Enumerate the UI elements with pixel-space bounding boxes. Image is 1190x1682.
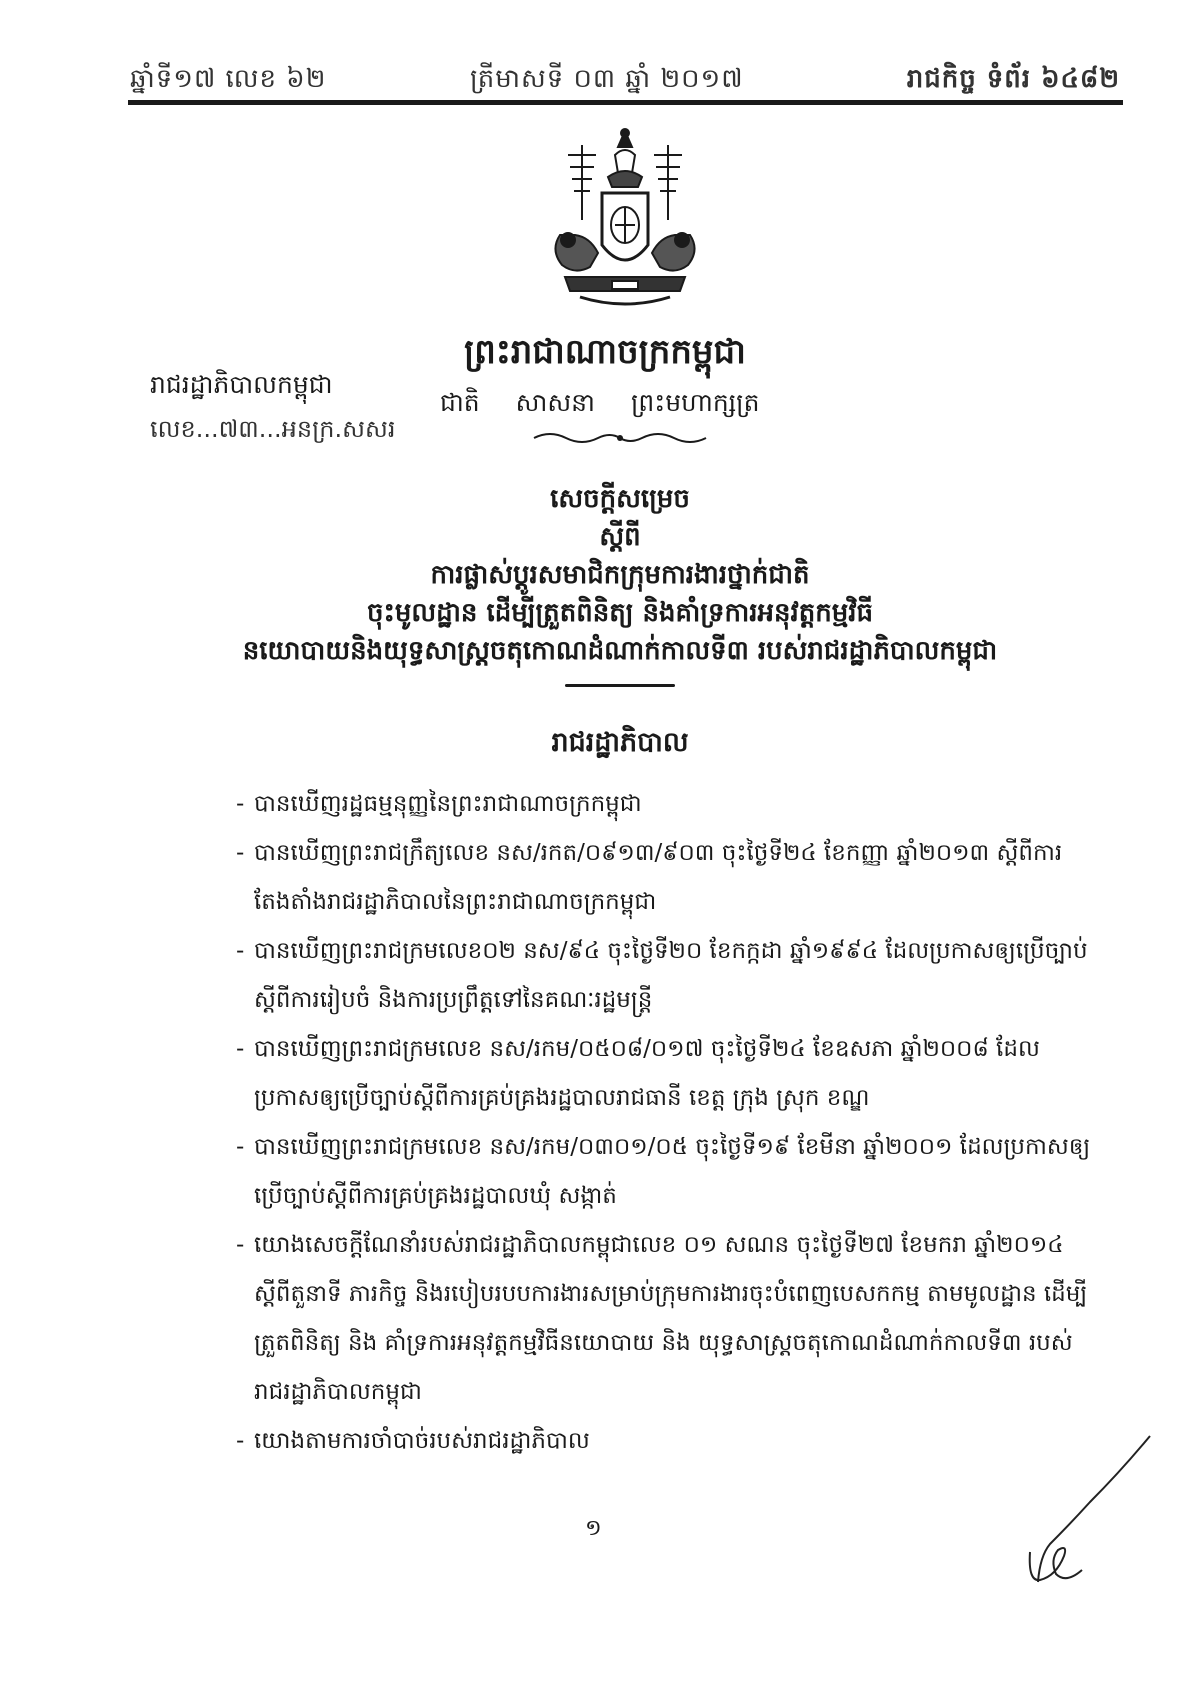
legal-references-list <box>240 780 1095 1466</box>
title-line: ចុះមូលដ្ឋាន ដើម្បីត្រួតពិនិត្យ និងគាំទ្រការអនុវត្តកម្មវិធី <box>366 598 874 628</box>
header-rule <box>128 100 1123 105</box>
title-line: ស្តីពី <box>599 522 641 552</box>
reference-item: - បានឃើញព្រះរាជក្រមលេខ០២ នស/៩៤ ចុះថ្ងៃទី២០ ខែកក្កដា ឆ្នាំ១៩៩៤ ដែលប្រកាសឲ្យប្រើច្បាប់ស្តីពីការរៀបចំ និងការប្រព្រឹត្តទៅនៃគណៈរដ្ឋមន្ត្រី <box>240 927 1095 1025</box>
royal-coat-of-arms-emblem <box>520 125 730 320</box>
title-line: ការផ្លាស់ប្តូរសមាជិកក្រុមការងារថ្នាក់ជាតិ <box>430 560 810 590</box>
reference-item: - យោងសេចក្តីណែនាំរបស់រាជរដ្ឋាភិបាលកម្ពុជាលេខ ០១ សណន ចុះថ្ងៃទី២៧ ខែមករា ឆ្នាំ២០១៤ ស្តីពីតួនាទី ភារកិច្ច និងរបៀបរបបការងារសម្រាប់ក្រុមការងារចុះបំពេញបេសកកម្ម តាមមូលដ្ឋាន ដើម្បីត្រួតពិនិត្យ និង គាំទ្រការអនុវត្តកម្មវិធីនយោបាយ និង យុទ្ធសាស្រ្តចតុកោណដំណាក់កាលទី៣ របស់រាជរដ្ឋាភិបាលកម្ពុជា <box>240 1221 1095 1417</box>
gazette-page-number: រាជកិច្ច ទំព័រ ៦៤៨២ <box>906 64 1120 94</box>
kingdom-name: ព្រះរាជាណាចក្រកម្ពុជា <box>464 332 746 372</box>
title-line: នយោបាយនិងយុទ្ធសាស្រ្តចតុកោណដំណាក់កាលទី៣ របស់រាជរដ្ឋាភិបាលកម្ពុជា <box>242 636 998 666</box>
government-heading: រាជរដ្ឋាភិបាល <box>551 727 689 758</box>
quarter-info: ត្រីមាសទី ០៣ ឆ្នាំ ២០១៧ <box>470 64 744 94</box>
reference-item: - បានឃើញព្រះរាជក្រឹត្យលេខ នស/រកត/០៩១៣/៩០៣ ចុះថ្ងៃទី២៤ ខែកញ្ញា ឆ្នាំ២០១៣ ស្តីពីការតែងតាំងរាជរដ្ឋាភិបាលនៃព្រះរាជាណាចក្រកម្ពុជា <box>240 829 1095 927</box>
title-divider <box>565 684 675 687</box>
reference-item: - បានឃើញព្រះរាជក្រមលេខ នស/រកម/០៥០៨/០១៧ ចុះថ្ងៃទី២៤ ខែឧសភា ឆ្នាំ២០០៨ ដែលប្រកាសឲ្យប្រើច្បាប់ស្តីពីការគ្រប់គ្រងរដ្ឋបាលរាជធានី ខេត្ត ក្រុង ស្រុក ខណ្ឌ <box>240 1025 1095 1123</box>
decision-title <box>180 480 1060 670</box>
reference-item: - យោងតាមការចាំបាច់របស់រាជរដ្ឋាភិបាល <box>240 1417 1095 1466</box>
title-line: សេចក្តីសម្រេច <box>550 484 690 514</box>
page-number: ១ <box>585 1516 602 1541</box>
national-motto <box>440 388 830 424</box>
issuing-authority: រាជរដ្ឋាភិបាលកម្ពុជា <box>150 370 333 399</box>
motto-religion: សាសនា <box>515 388 595 417</box>
reference-item: - បានឃើញព្រះរាជក្រមលេខ នស/រកម/០៣០១/០៥ ចុះថ្ងៃទី១៩ ខែមីនា ឆ្នាំ២០០១ ដែលប្រកាសឲ្យប្រើច្បាប់ស្តីពីការគ្រប់គ្រងរដ្ឋបាលឃុំ សង្កាត់ <box>240 1123 1095 1221</box>
running-header <box>130 54 1120 106</box>
document-number: លេខ...៧៣...អនក្រ.សសរ <box>150 415 396 443</box>
motto-king: ព្រះមហាក្សត្រ <box>630 388 760 417</box>
reference-item: - បានឃើញរដ្ឋធម្មនុញ្ញនៃព្រះរាជាណាចក្រកម្ពុជា <box>240 780 1095 829</box>
ornamental-flourish <box>530 428 710 448</box>
issue-info: ឆ្នាំទី១៧ លេខ ៦២ <box>130 64 327 94</box>
handwritten-signature <box>1010 1432 1160 1592</box>
motto-nation: ជាតិ <box>440 388 480 417</box>
